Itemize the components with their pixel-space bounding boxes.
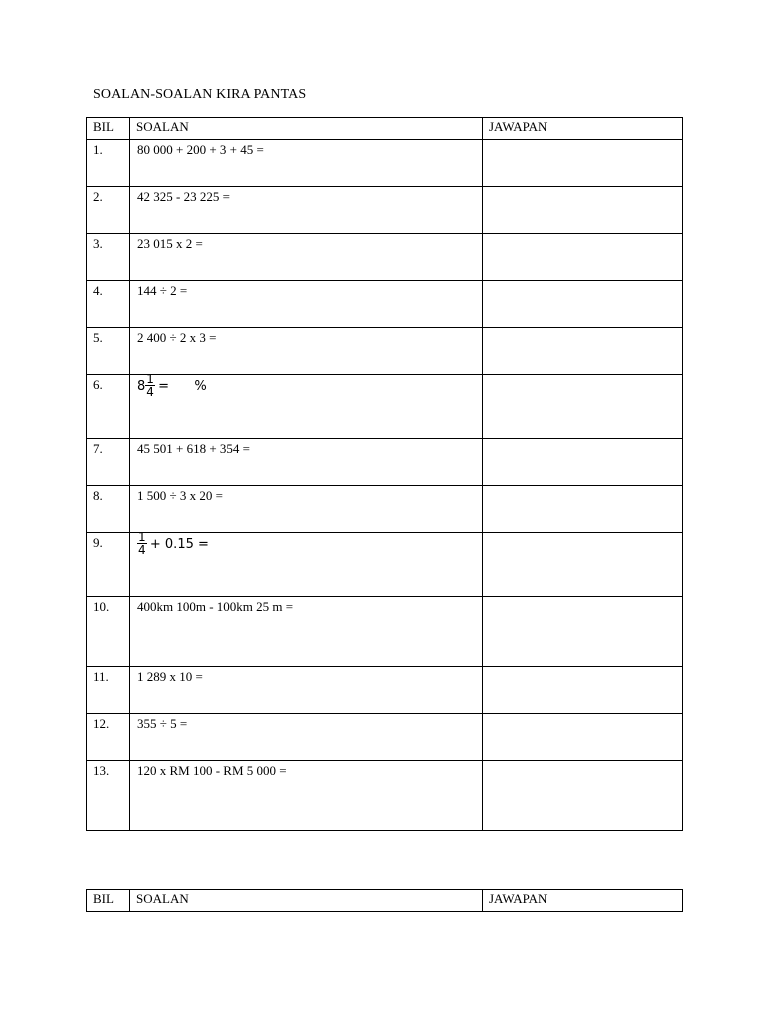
table-row	[87, 234, 683, 281]
row-number: 11.	[87, 667, 130, 714]
header-jawapan: JAWAPAN	[483, 118, 683, 140]
table-row	[87, 140, 683, 187]
table-header-row	[87, 118, 683, 140]
question-text: 355 ÷ 5 =	[130, 714, 483, 761]
row-number: 13.	[87, 761, 130, 831]
fraction-numerator: 1	[146, 372, 154, 386]
table-row	[87, 714, 683, 761]
question-expression: + 0.15 =	[149, 537, 209, 552]
header-bil: BIL	[87, 890, 130, 912]
table-row	[87, 439, 683, 486]
table-header-row	[87, 890, 683, 912]
table-row	[87, 597, 683, 667]
table-row	[87, 761, 683, 831]
question-text: 45 501 + 618 + 354 =	[130, 439, 483, 486]
table-row	[87, 187, 683, 234]
answer-cell[interactable]	[483, 439, 683, 486]
percent-unit: %	[194, 379, 207, 394]
answer-cell[interactable]	[483, 234, 683, 281]
table-row	[87, 375, 683, 439]
answer-cell[interactable]	[483, 597, 683, 667]
question-text: 144 ÷ 2 =	[130, 281, 483, 328]
questions-table	[86, 117, 683, 831]
answer-cell[interactable]	[483, 187, 683, 234]
questions-table-continued	[86, 889, 683, 912]
header-soalan: SOALAN	[130, 118, 483, 140]
table-row	[87, 328, 683, 375]
question-text	[130, 372, 483, 439]
table-row	[87, 533, 683, 597]
question-text: 42 325 - 23 225 =	[130, 187, 483, 234]
whole-number: 8	[137, 379, 146, 394]
row-number: 6.	[87, 375, 130, 439]
row-number: 1.	[87, 140, 130, 187]
fraction	[145, 373, 155, 398]
fraction	[137, 531, 147, 556]
row-number: 8.	[87, 486, 130, 533]
answer-cell[interactable]	[483, 761, 683, 831]
answer-cell[interactable]	[483, 140, 683, 187]
question-text: 1 500 ÷ 3 x 20 =	[130, 486, 483, 533]
row-number: 12.	[87, 714, 130, 761]
answer-cell[interactable]	[483, 328, 683, 375]
worksheet-title: SOALAN-SOALAN KIRA PANTAS	[93, 87, 307, 102]
row-number: 10.	[87, 597, 130, 667]
answer-cell[interactable]	[483, 667, 683, 714]
row-number: 5.	[87, 328, 130, 375]
row-number: 2.	[87, 187, 130, 234]
equals-sign: =	[158, 379, 170, 394]
answer-cell[interactable]	[483, 375, 683, 439]
header-jawapan: JAWAPAN	[483, 890, 683, 912]
answer-cell[interactable]	[483, 533, 683, 597]
row-number: 4.	[87, 281, 130, 328]
row-number: 9.	[87, 533, 130, 597]
fraction-denominator: 4	[146, 385, 154, 399]
table-row	[87, 667, 683, 714]
question-text: 1 289 x 10 =	[130, 667, 483, 714]
header-bil: BIL	[87, 118, 130, 140]
header-soalan: SOALAN	[130, 890, 483, 912]
question-text: 400km 100m - 100km 25 m =	[130, 597, 483, 667]
question-text: 2 400 ÷ 2 x 3 =	[130, 328, 483, 375]
question-text: 120 x RM 100 - RM 5 000 =	[130, 761, 483, 831]
answer-cell[interactable]	[483, 714, 683, 761]
table-row	[87, 281, 683, 328]
question-text: 80 000 + 200 + 3 + 45 =	[130, 140, 483, 187]
fraction-denominator: 4	[138, 543, 146, 557]
row-number: 3.	[87, 234, 130, 281]
table-row	[87, 486, 683, 533]
question-text: 23 015 x 2 =	[130, 234, 483, 281]
fraction-numerator: 1	[138, 530, 146, 544]
answer-cell[interactable]	[483, 486, 683, 533]
question-text	[130, 530, 483, 597]
answer-cell[interactable]	[483, 281, 683, 328]
row-number: 7.	[87, 439, 130, 486]
